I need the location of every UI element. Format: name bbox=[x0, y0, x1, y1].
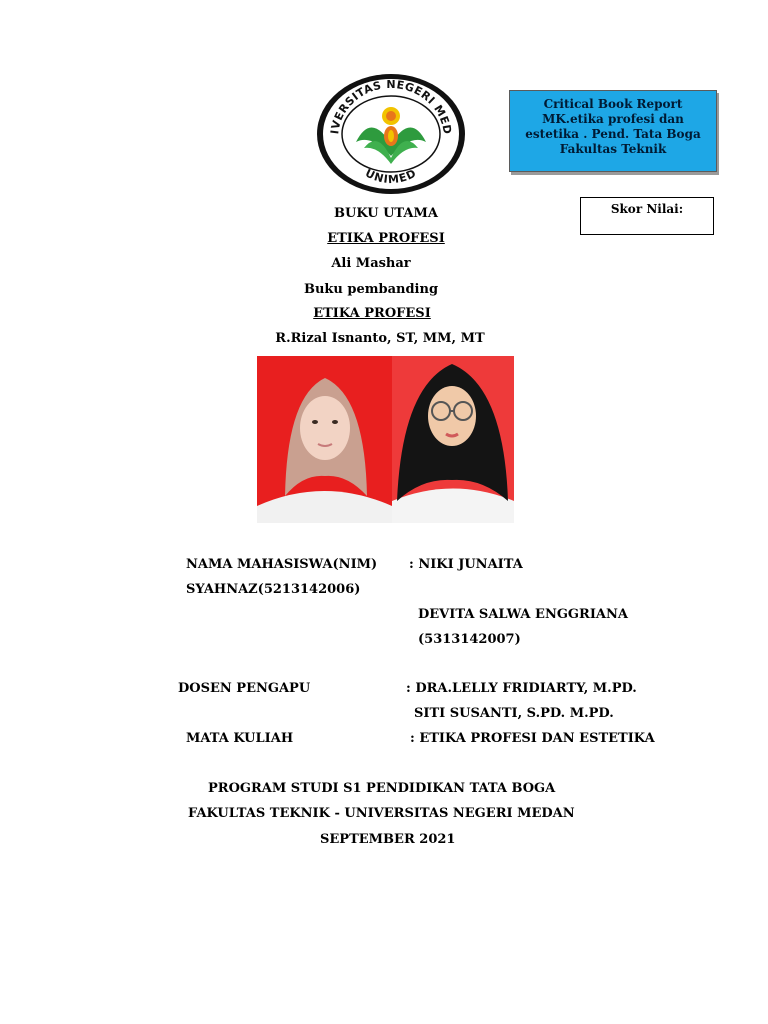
university-logo bbox=[316, 72, 466, 196]
footer-program: PROGRAM STUDI S1 PENDIDIKAN TATA BOGA bbox=[208, 781, 556, 796]
course-label: MATA KULIAH bbox=[186, 731, 294, 746]
report-title-box bbox=[509, 90, 717, 172]
score-box bbox=[580, 197, 714, 235]
main-book-title: ETIKA PROFESI bbox=[327, 231, 445, 246]
score-label: Skor Nilai: bbox=[610, 202, 684, 216]
report-line-4: Fakultas Teknik bbox=[559, 142, 667, 156]
report-line-1: Critical Book Report bbox=[543, 97, 683, 111]
student-name-2: DEVITA SALWA ENGGRIANA bbox=[418, 607, 628, 622]
course-value: : ETIKA PROFESI DAN ESTETIKA bbox=[410, 731, 655, 746]
report-line-3: estetika . Pend. Tata Boga bbox=[525, 127, 701, 141]
lecturer-name-2: SITI SUSANTI, S.PD. M.PD. bbox=[414, 706, 614, 721]
lecturer-name-1: : DRA.LELLY FRIDIARTY, M.PD. bbox=[406, 681, 637, 696]
compare-book-title: ETIKA PROFESI bbox=[313, 306, 431, 321]
logo-bottom-text: UNIMED bbox=[363, 166, 419, 187]
footer-date: SEPTEMBER 2021 bbox=[320, 832, 456, 847]
compare-book-label: Buku pembanding bbox=[303, 282, 439, 297]
footer-faculty: FAKULTAS TEKNIK - UNIVERSITAS NEGERI MEDAN bbox=[188, 806, 575, 821]
student-name-1-cont: SYAHNAZ(5213142006) bbox=[186, 582, 361, 597]
student-name-1: : NIKI JUNAITA bbox=[409, 557, 523, 572]
logo-top-text: IVERSITAS NEGERI MED bbox=[328, 77, 455, 136]
lecturer-label: DOSEN PENGAPU bbox=[178, 681, 311, 696]
student-photo-1 bbox=[257, 356, 392, 523]
main-book-author: Ali Mashar bbox=[331, 256, 411, 271]
students-label: NAMA MAHASISWA(NIM) bbox=[186, 557, 378, 572]
compare-book-author: R.Rizal Isnanto, ST, MM, MT bbox=[275, 331, 485, 346]
report-line-2: MK.etika profesi dan bbox=[542, 112, 684, 126]
student-photo-2 bbox=[392, 356, 514, 523]
student-nim-2: (5313142007) bbox=[418, 632, 521, 647]
main-book-label: BUKU UTAMA bbox=[334, 206, 438, 221]
